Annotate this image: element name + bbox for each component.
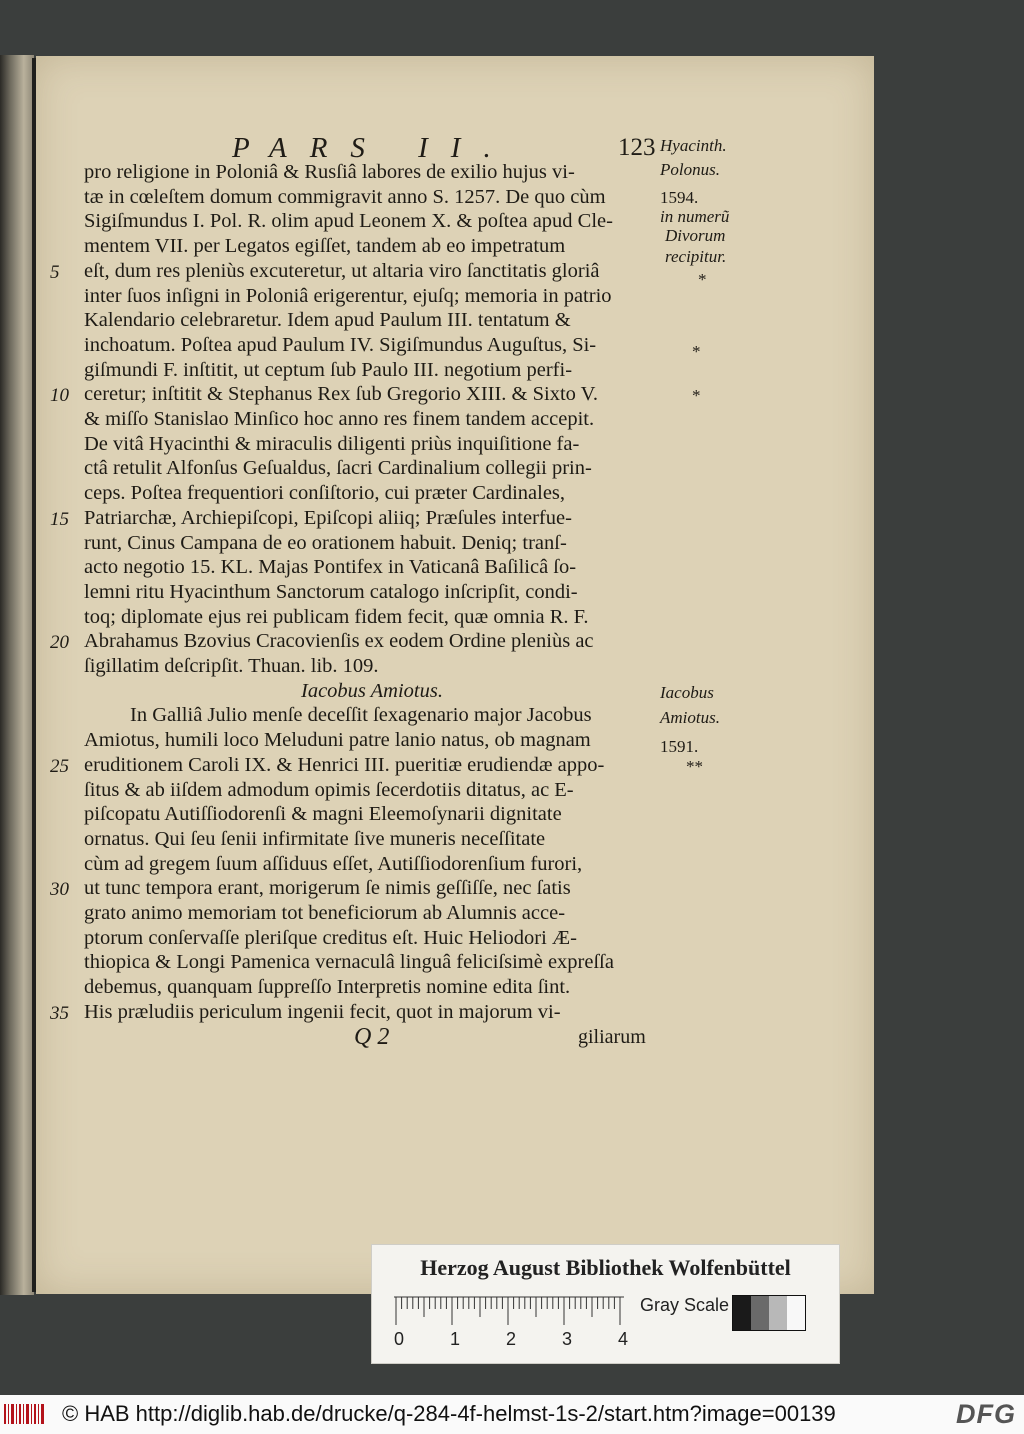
text-line: Kalendario celebraretur. Idem apud Paulum III. tentatum & (84, 309, 571, 332)
left-page-edge (0, 55, 34, 1295)
text-line: & miſſo Stanislao Minſico hoc anno res finem tandem accepit. (84, 408, 595, 430)
hab-barcode-logo-icon (4, 1402, 46, 1426)
section-heading: Iacobus Amiotus. (301, 679, 443, 702)
marginal-note: Hyacinth. (660, 136, 727, 155)
text-line: piſcopatu Autiſſiodorenſi & magni Eleemoſynarii dignitate (84, 803, 562, 826)
marginal-note: Divorum (665, 226, 726, 245)
line-number: 30 (50, 879, 69, 901)
marginal-note: recipitur. (665, 247, 727, 266)
text-line: debemus, quanquam ſuppreſſo Interpretis nomine edita ſint. (84, 976, 571, 999)
text-line: ſigillatim deſcripſit. Thuan. lib. 109. (84, 655, 379, 677)
text-line: inchoatum. Poſtea apud Paulum IV. Sigiſmundus Auguſtus, Si- (84, 333, 597, 356)
ruler-number: 4 (618, 1329, 629, 1349)
marginal-note: Polonus. (660, 160, 720, 179)
text-line: acto negotio 15. KL. Majas Pontifex in Vaticanâ Baſilicâ ſo- (84, 556, 577, 579)
text-line: mentem VII. per Legatos egiſſet, tandem ab eo impetratum (84, 235, 566, 258)
ruler-number: 1 (450, 1329, 461, 1349)
library-label (371, 1244, 840, 1364)
text-line: lemni ritu Hyacinthum Sanctorum catalogo inſcripſit, condi- (84, 580, 578, 603)
text-line: giſmundi F. inſtitit, ut ceptum ſub Paulo III. negotium perfi- (84, 358, 573, 381)
marginal-note: * (692, 386, 701, 405)
text-line: ceretur; inſtitit & Stephanus Rex ſub Gregorio XIII. & Sixto V. (84, 383, 598, 406)
signature-mark: Q 2 (354, 1024, 390, 1050)
text-line: Amiotus, humili loco Meluduni patre lanio natus, ob magnam (84, 729, 591, 752)
marginal-note: Amiotus. (660, 708, 720, 727)
line-number: 15 (50, 508, 69, 530)
text-line: eruditionem Caroli IX. & Henrici III. pueritiæ erudiendæ appo- (84, 753, 605, 776)
swatch-light-gray (769, 1296, 787, 1330)
text-line: ptorum conſervaſſe pleriſque creditus eſt. Huic Heliodori Æ- (84, 926, 577, 949)
ruler-number: 2 (506, 1329, 517, 1349)
footer-url-text[interactable]: © HAB http://diglib.hab.de/drucke/q-284-4f-helmst-1s-2/start.htm?image=00139 (62, 1401, 836, 1426)
text-line: ctâ retulit Alfonſus Geſualdus, ſacri Cardinalium collegii prin- (84, 457, 592, 480)
text-line: runt, Cinus Campana de eo orationem habuit. Deniq; tranſ- (84, 531, 567, 554)
line-number: 35 (50, 1002, 69, 1024)
ruler-number: 3 (562, 1329, 573, 1349)
dfg-logo: DFG (956, 1399, 1016, 1429)
scale-ruler (394, 1293, 624, 1327)
text-line: Sigiſmundus I. Pol. R. olim apud Leonem X. & poſtea apud Cle- (84, 210, 613, 233)
line-number: 5 (50, 261, 60, 283)
text-line: ut tunc tempora erant, morigerum ſe nimis geſſiſſe, nec ſatis (84, 877, 571, 900)
swatch-black (733, 1296, 751, 1330)
text-line: ornatus. Qui ſeu ſenii infirmitate ſive muneris neceſſitate (84, 827, 546, 850)
marginal-note: 1594. (660, 188, 699, 207)
line-number: 10 (50, 385, 69, 407)
ruler-number: 0 (394, 1329, 405, 1349)
text-line: Abrahamus Bzovius Cracovienſis ex eodem Ordine pleniùs ac (84, 630, 594, 653)
text-line: cùm ad gregem ſuum aſſiduus eſſet, Autiſſiodorenſium furori, (84, 852, 583, 875)
text-line: ceps. Poſtea frequentiori conſiſtorio, cui præter Cardinales, (84, 482, 566, 505)
text-line: grato animo memoriam tot beneficiorum ab Alumnis acce- (84, 902, 566, 924)
marginal-note: * (692, 342, 701, 361)
text-line: Patriarchæ, Archiepiſcopi, Epiſcopi aliiq; Præſules interfue- (84, 506, 572, 529)
library-name: Herzog August Bibliothek Wolfenbüttel (420, 1255, 791, 1280)
line-number: 25 (50, 755, 69, 777)
text-line: eſt, dum res pleniùs excuteretur, ut altaria viro ſanctitatis gloriâ (84, 259, 600, 282)
gray-scale-swatches (732, 1295, 806, 1331)
text-line: thiopica & Longi Pamenica vernaculâ linguâ feliciſsimè expreſſa (84, 951, 614, 974)
marginal-note: in numerũ (660, 207, 730, 226)
text-line: In Galliâ Julio menſe deceſſit ſexagenario major Jacobus (130, 704, 592, 727)
page-number: 123 (618, 134, 656, 161)
marginal-note: * (698, 270, 707, 289)
text-line: ſitus & ab iiſdem admodum opimis ſecerdotiis ditatus, ac E- (84, 778, 574, 801)
swatch-dark-gray (751, 1296, 769, 1330)
marginal-note: 1591. (660, 737, 699, 756)
gray-scale-label: Gray Scale (640, 1295, 730, 1315)
running-head: PARS II. (232, 132, 514, 164)
text-line: inter ſuos inſigni in Poloniâ erigerentur, ejuſq; memoria in patrio (84, 284, 612, 307)
footer-bar (0, 1395, 1024, 1434)
swatch-white (787, 1296, 805, 1330)
line-number: 20 (50, 632, 69, 654)
catchword: giliarum (578, 1026, 646, 1048)
marginal-note: ** (686, 757, 703, 776)
text-line: De vitâ Hyacinthi & miraculis diligenti priùs inquiſitione fa- (84, 432, 580, 455)
text-line: tæ in cœleſtem domum commigravit anno S. 1257. De quo cùm (84, 185, 606, 208)
text-line: His præludiis periculum ingenii fecit, quot in majorum vi- (84, 1000, 561, 1023)
marginal-note: Iacobus (660, 683, 714, 702)
text-line: toq; diplomate ejus rei publicam fidem fecit, quæ omnia R. F. (84, 605, 589, 628)
text-line: pro religione in Poloniâ & Rusſiâ labores de exilio hujus vi- (84, 161, 575, 183)
